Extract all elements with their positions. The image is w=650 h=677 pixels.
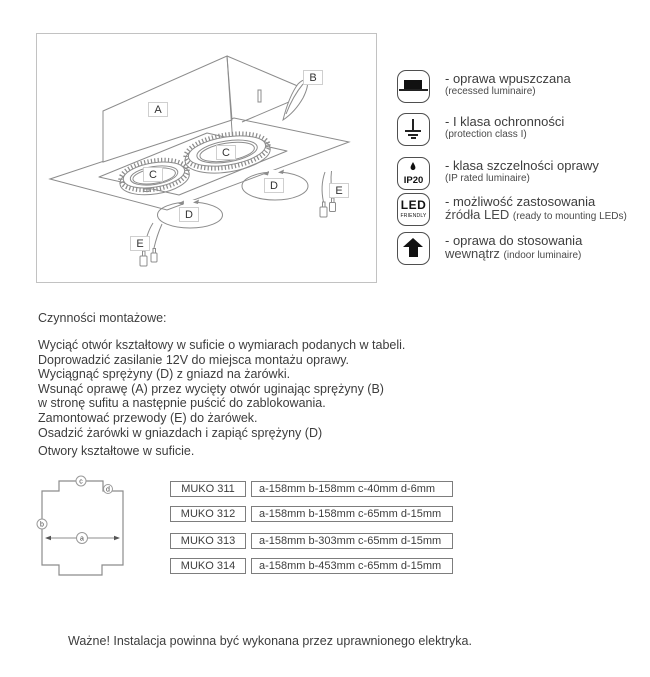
legend-text: - I klasa ochronności	[445, 114, 565, 129]
label-e-left: E	[130, 236, 150, 251]
cutout-heading: Otwory kształtowe w suficie.	[38, 444, 195, 458]
table-row	[170, 506, 454, 522]
legend-text: - oprawa wpuszczana	[445, 71, 571, 86]
recessed-luminaire-icon	[397, 70, 430, 103]
instruction-line: Wyciągnąć sprężyny (D) z gniazd na żarówki.	[38, 367, 291, 382]
model-cell: MUKO 314	[170, 558, 246, 574]
legend-text: - klasa szczelności oprawy	[445, 158, 599, 173]
spring-b	[283, 80, 308, 120]
dimension-table	[170, 481, 454, 575]
instruction-line: Wsunąć oprawę (A) przez wycięty otwór uginając sprężyny (B)	[38, 381, 384, 396]
model-cell: MUKO 311	[170, 481, 246, 497]
indoor-luminaire-icon	[397, 232, 430, 265]
legend-text: - możliwość zastosowania	[445, 194, 596, 209]
mount-post	[258, 90, 261, 102]
instruction-line: Doprowadzić zasilanie 12V do miejsca montażu oprawy.	[38, 352, 350, 367]
model-cell: MUKO 313	[170, 533, 246, 549]
dim-c-label: c	[79, 478, 83, 486]
dims-cell: a-158mm b-303mm c-65mm d-15mm	[251, 533, 453, 549]
table-row	[170, 533, 454, 549]
cutout-diagram	[34, 474, 129, 580]
legend-subtext: (indoor luminaire)	[503, 250, 582, 261]
led-friendly-text: FRIENDLY	[400, 213, 427, 219]
dim-a-label: a	[80, 535, 84, 543]
label-d-front: D	[179, 207, 199, 222]
instruction-line: w stronę sufitu a następnie puścić do zablokowania.	[38, 396, 326, 411]
label-c-back: C	[216, 145, 236, 160]
dims-cell: a-158mm b-453mm c-65mm d-15mm	[251, 558, 453, 574]
legend-text-normal: źródła LED	[445, 207, 513, 222]
luminaire-drawing	[37, 34, 376, 282]
label-d-right: D	[264, 178, 284, 193]
protection-class-icon	[397, 113, 430, 146]
label-a: A	[148, 102, 168, 117]
table-row	[170, 481, 454, 497]
instructions-heading: Czynności montażowe:	[38, 311, 167, 325]
model-cell: MUKO 312	[170, 506, 246, 522]
legend-subtext: (ready to mounting LEDs)	[512, 211, 627, 222]
instruction-line: Osadzić żarówki w gniazdach i zapiąć sprężyny (D)	[38, 425, 323, 440]
ip-rating-icon	[397, 157, 430, 190]
table-row	[170, 558, 454, 574]
instruction-line: Wyciąć otwór kształtowy w suficie o wymiarach podanych w tabeli.	[38, 338, 406, 352]
label-e-right: E	[329, 183, 349, 198]
dims-cell: a-158mm b-158mm c-65mm d-15mm	[251, 506, 453, 522]
legend-text: - oprawa do stosowania	[445, 233, 583, 248]
label-b: B	[303, 70, 323, 85]
instructions-list	[38, 338, 405, 440]
ip-rating-text: IP20	[403, 175, 424, 186]
led-text: LED	[400, 198, 427, 212]
legend-text-normal: wewnątrz	[445, 246, 504, 261]
instruction-line: Zamontować przewody (E) do żarówek.	[38, 410, 258, 425]
legend-subtext: (recessed luminaire)	[445, 86, 536, 97]
label-c-front: C	[143, 167, 163, 182]
dims-cell: a-158mm b-158mm c-40mm d-6mm	[251, 481, 453, 497]
warning-text: Ważne! Instalacja powinna być wykonana przez uprawnionego elektryka.	[68, 634, 472, 648]
legend-subtext: (IP rated luminaire)	[445, 173, 530, 184]
droplet-icon	[409, 161, 417, 171]
dim-d-label: d	[106, 486, 110, 494]
led-friendly-icon	[397, 193, 430, 226]
dim-b-label: b	[40, 521, 44, 529]
legend-subtext: (protection class I)	[445, 129, 527, 140]
luminaire-diagram	[36, 33, 377, 283]
cutout-outline	[42, 478, 123, 575]
